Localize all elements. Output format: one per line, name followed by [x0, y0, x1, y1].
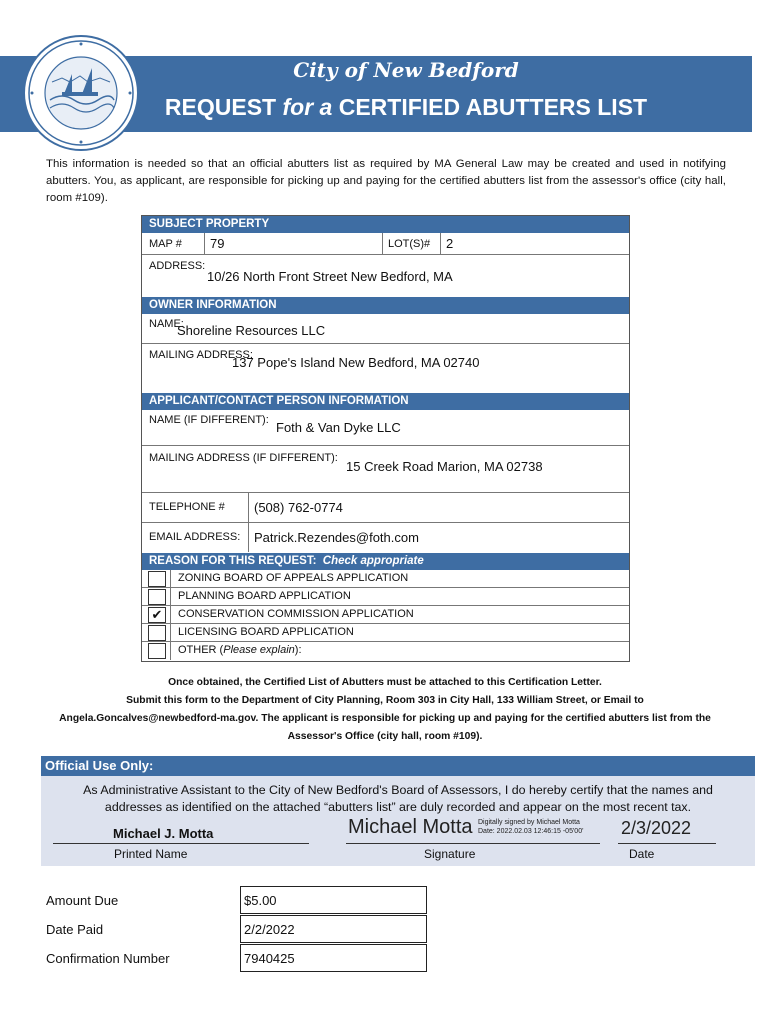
subject-property-heading: SUBJECT PROPERTY [142, 216, 629, 233]
map-field[interactable]: 79 [210, 236, 225, 251]
intro-text: This information is needed so that an official abutters list as required by MA General Law may be created and used in notifying abutters. You, as applicant, are responsible for picking up and paying for the certified abutters list from the assessor's office (city hall, room #109). [46, 158, 726, 204]
city-name: City of New Bedford [293, 58, 519, 82]
owner-mailing-label: MAILING ADDRESS: [149, 349, 253, 361]
applicant-name-row [142, 410, 629, 446]
owner-name-field[interactable]: Shoreline Resources LLC [177, 323, 326, 338]
conservation-checkbox[interactable]: ✔ [148, 607, 166, 623]
email-label: EMAIL ADDRESS: [149, 531, 241, 543]
official-use-heading: Official Use Only: [41, 756, 755, 776]
applicant-mailing-field[interactable]: 15 Creek Road Marion, MA 02738 [346, 459, 543, 474]
date-line [618, 843, 716, 844]
date-field[interactable]: 2/3/2022 [621, 818, 692, 838]
submission-notice: Once obtained, the Certified List of Abutters must be attached to this Certification Letter. Submit this form to the Department of City Planning, Room 303 in City Hall, 133 William Street, or Email to Angela.Goncalves@newbedford-ma.gov. The applicant is responsible for picking up and paying for the certified abutters list from the Assessor's Office (city hall, room #109). [59, 677, 711, 742]
map-label: MAP # [149, 238, 182, 250]
date-label: Date [629, 847, 655, 861]
date-paid-label: Date Paid [46, 922, 104, 937]
reason-option-planning [142, 588, 629, 606]
amount-due-field[interactable]: $5.00 [240, 886, 427, 914]
email-field[interactable]: Patrick.Rezendes@foth.com [254, 530, 419, 545]
confirmation-number-label: Confirmation Number [46, 951, 170, 966]
applicant-mailing-row [142, 446, 629, 493]
applicant-name-field[interactable]: Foth & Van Dyke LLC [276, 420, 401, 435]
licensing-label: LICENSING BOARD APPLICATION [178, 626, 354, 638]
applicant-name-label: NAME (IF DIFFERENT): [149, 414, 269, 426]
map-lot-row [142, 233, 629, 255]
conservation-label: CONSERVATION COMMISSION APPLICATION [178, 608, 414, 620]
owner-mailing-field[interactable]: 137 Pope's Island New Bedford, MA 02740 [232, 355, 480, 370]
telephone-row [142, 493, 629, 523]
signature-line [346, 843, 600, 844]
digital-signature-stamp: Digitally signed by Michael Motta Date: 2022.02.03 12:46:15 -05'00' [478, 819, 584, 835]
address-label: ADDRESS: [149, 260, 206, 272]
owner-name-label: NAME: [149, 318, 184, 330]
reason-option-licensing [142, 624, 629, 642]
certification-text: As Administrative Assistant to the City of New Bedford's Board of Assessors, I do hereby certify that the names and addresses as identified on the attached “abutters list” are duly recorded and appear on the most recent tax. [83, 783, 713, 814]
zoning-checkbox[interactable] [148, 571, 166, 587]
signature-label: Signature [424, 847, 476, 861]
applicant-mailing-label: MAILING ADDRESS (IF DIFFERENT): [149, 452, 338, 464]
telephone-label: TELEPHONE # [149, 501, 225, 513]
other-checkbox[interactable] [148, 643, 166, 659]
printed-name-field[interactable]: Michael J. Motta [113, 826, 214, 841]
amount-due-label: Amount Due [46, 893, 119, 908]
planning-checkbox[interactable] [148, 589, 166, 605]
reason-option-zoning [142, 570, 629, 588]
planning-label: PLANNING BOARD APPLICATION [178, 590, 351, 602]
city-seal-icon [22, 34, 140, 152]
reason-option-other [142, 642, 629, 660]
request-form [141, 215, 630, 662]
licensing-checkbox[interactable] [148, 625, 166, 641]
address-field[interactable]: 10/26 North Front Street New Bedford, MA [207, 269, 453, 284]
owner-heading: OWNER INFORMATION [142, 297, 629, 314]
date-paid-field[interactable]: 2/2/2022 [240, 915, 427, 943]
other-label: OTHER (Please explain): [178, 644, 302, 656]
reason-heading: REASON FOR THIS REQUEST: Check appropriate [142, 553, 629, 570]
zoning-label: ZONING BOARD OF APPEALS APPLICATION [178, 572, 409, 584]
reason-option-conservation [142, 606, 629, 624]
printed-name-line [53, 843, 309, 844]
owner-mailing-row [142, 344, 629, 391]
printed-name-label: Printed Name [114, 847, 188, 861]
page-title: REQUEST for a CERTIFIED ABUTTERS LIST [164, 94, 648, 120]
email-row [142, 523, 629, 552]
signature-name: Michael Motta [348, 816, 473, 838]
lot-field[interactable]: 2 [446, 236, 454, 251]
telephone-field[interactable]: (508) 762-0774 [254, 500, 343, 515]
confirmation-number-field[interactable]: 7940425 [240, 944, 427, 972]
applicant-heading: APPLICANT/CONTACT PERSON INFORMATION [142, 393, 629, 410]
lot-label: LOT(S)# [388, 238, 431, 250]
owner-name-row [142, 314, 629, 344]
address-row [142, 255, 629, 295]
